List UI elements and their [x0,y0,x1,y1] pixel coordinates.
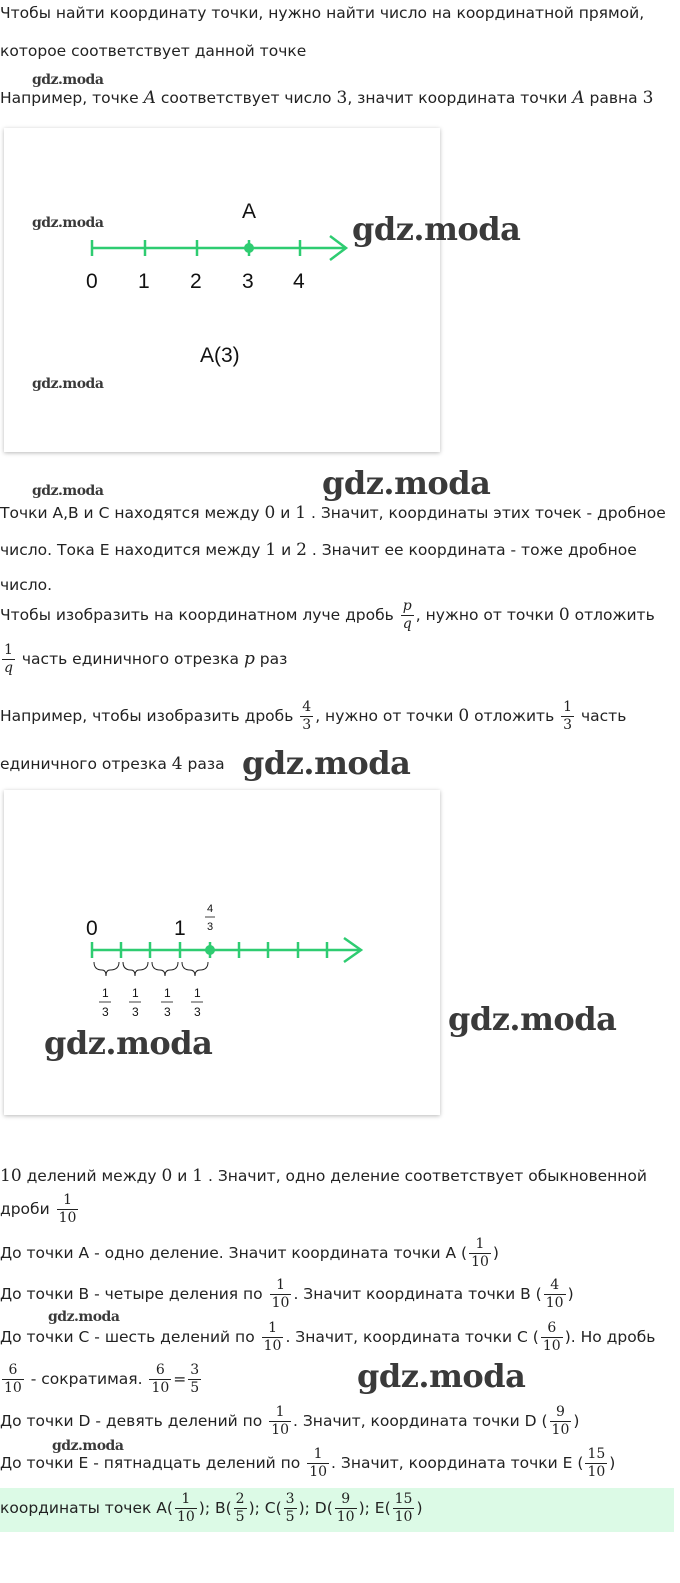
para2-line-1 [0,503,666,523]
text: ) [416,1499,423,1517]
fraction-1-3 [561,699,574,734]
brace [152,962,178,976]
text: До точки A - одно деление. Значит координата точки A ( [0,1244,468,1262]
text: Чтобы изобразить на координатном луче дробь [0,606,399,624]
brace-label-den: 3 [164,1005,171,1019]
point-c-reduce-line [0,1362,203,1397]
fraction [2,1362,24,1397]
point-c-line [0,1320,655,1355]
watermark: gdz.moda [44,1024,213,1062]
numerator: 15 [587,1446,606,1462]
text: и [276,541,297,559]
numerator: 1 [275,1404,285,1420]
para3-line-2 [0,1192,80,1227]
math: 0 [264,503,276,523]
fraction [149,1362,171,1397]
text: ) [567,1285,574,1303]
fraction [550,1404,572,1439]
point-a-line [0,1236,499,1271]
para2-line-2 [0,540,637,560]
brace-label-den: 3 [132,1005,139,1019]
para3-line-1 [0,1166,647,1186]
text: . Значит, одно деление соответствует обыкновенной [203,1167,647,1185]
fraction [544,1277,566,1312]
number-line-card-1 [4,128,440,452]
denominator: 10 [309,1464,328,1480]
denominator: 10 [176,1509,195,1525]
text: . Значит, координата точки D ( [293,1412,548,1430]
summary-line [0,1491,423,1526]
point-fraction-den: 3 [207,921,214,933]
number-line-card-2 [4,790,440,1115]
numerator: 15 [394,1491,413,1507]
math: 1 [265,540,277,560]
denominator: 10 [271,1422,290,1438]
math: 10 [0,1166,22,1186]
text: - сократимая. [25,1370,148,1388]
label-zero: 0 [86,917,98,940]
watermark: gdz.moda [242,744,411,782]
fraction-1-q [2,642,15,677]
text: , нужно от точки [415,606,559,624]
caption-a3: A(3) [200,344,240,367]
text: и [172,1167,193,1185]
watermark: gdz.moda [52,1438,124,1454]
intro-line-1: Чтобы найти координату точки, нужно найти число на координатной прямой, [0,4,645,22]
fraction [585,1446,607,1481]
text: дроби [0,1200,55,1218]
watermark: gdz.moda [448,1000,617,1038]
numerator: 3 [190,1362,200,1378]
math: 3 [642,88,654,108]
point-a [244,243,254,253]
numerator: 9 [341,1491,351,1507]
denominator: q [402,616,412,632]
numerator: 1 [181,1491,191,1507]
brace-label-num: 1 [102,986,109,1000]
numerator: 1 [268,1320,277,1336]
text: ) [573,1412,580,1430]
fraction [175,1491,197,1526]
brace-label-den: 3 [194,1005,201,1019]
numerator: 1 [4,642,13,658]
text: . Значит координата точки B ( [293,1285,542,1303]
brace-label-num: 1 [132,986,139,1000]
fraction [262,1320,284,1355]
fraction [335,1491,357,1526]
denominator: 10 [551,1422,570,1438]
denominator: 10 [336,1509,355,1525]
denominator: 10 [471,1254,489,1270]
text: . Значит, координата точки E ( [331,1454,584,1472]
text: Например, чтобы изобразить дробь [0,707,299,725]
text: ); D( [298,1499,333,1517]
text: = [173,1370,187,1388]
numerator: 4 [302,699,312,715]
tick-label-4: 4 [293,270,305,293]
watermark: gdz.moda [48,1309,120,1325]
text: . Значит, координаты этих точек - дробное [306,504,666,522]
brace [94,962,119,976]
point-fraction-num: 4 [207,903,214,915]
numerator: 1 [563,699,573,715]
math: 1 [295,503,307,523]
intro-example [0,88,653,108]
text: , нужно от точки [315,707,459,725]
fraction [393,1491,415,1526]
tick-label-0: 0 [86,270,98,293]
text: ) [492,1244,499,1262]
brace [182,962,208,976]
watermark: gdz.moda [32,215,104,231]
text: Например, точке [0,89,144,107]
text: отложить [569,606,655,624]
fraction [469,1236,491,1271]
brace-label-num: 1 [164,986,171,1000]
numerator: 4 [550,1277,560,1293]
text: координаты точек A( [0,1499,173,1517]
math: 0 [161,1166,173,1186]
text: . Значит ее координата - тоже дробное [306,541,637,559]
watermark: gdz.moda [32,483,104,499]
point-b-line [0,1277,574,1312]
para2-line-3: число. [0,576,53,594]
text: ). Но дробь [564,1328,656,1346]
numerator: 1 [276,1277,285,1293]
fraction [188,1362,201,1397]
denominator: 5 [190,1380,200,1396]
point-4-3 [205,945,215,955]
math: 2 [296,540,307,560]
text: делений между [21,1167,162,1185]
text: До точки E - пятнадцать делений по [0,1454,306,1472]
text: соответствует число [155,89,337,107]
watermark: gdz.moda [322,464,491,502]
text: До точки B - четыре деления по [0,1285,268,1303]
text: До точки C - шесть делений по [0,1328,260,1346]
text: равна [584,89,643,107]
numerator: 3 [285,1491,295,1507]
text: часть [576,707,627,725]
math: A [143,88,156,108]
math: 0 [558,605,570,625]
text: отложить [469,707,560,725]
denominator: 5 [285,1509,295,1525]
denominator: 10 [545,1295,564,1311]
text: Точки A,B и C находятся между [0,504,265,522]
math: 0 [458,706,470,726]
text: ); E( [358,1499,391,1517]
math: 1 [192,1166,204,1186]
intro-line-2: которое соответствует данной точке [0,42,307,60]
point-a-label: A [242,200,257,223]
text: ); C( [248,1499,282,1517]
para2-line-7 [0,754,225,774]
para2-line-5 [0,642,287,677]
tick-label-3: 3 [242,270,254,293]
math: A [572,88,585,108]
fraction-1-10 [57,1192,79,1227]
para2-line-4 [0,598,655,633]
numerator: p [402,598,412,614]
text: ); B( [198,1499,232,1517]
point-d-line [0,1404,579,1439]
watermark: gdz.moda [357,1357,526,1395]
text: и [275,504,296,522]
text: единичного отрезка [0,755,172,773]
text: , значит координата точки [347,89,573,107]
text: раза [182,755,225,773]
fraction-p-q [401,598,414,633]
denominator: 10 [58,1210,77,1226]
tick-label-2: 2 [190,270,202,293]
math: p [243,649,255,669]
denominator: 5 [235,1509,245,1525]
denominator: 10 [542,1338,561,1354]
tick-label-1: 1 [138,270,150,293]
denominator: 10 [4,1380,22,1396]
fraction [284,1491,297,1526]
brace-label-den: 3 [102,1005,109,1019]
numerator: 1 [475,1236,485,1252]
fraction [307,1446,329,1481]
number-line-1 [4,128,440,452]
numerator: 6 [8,1362,18,1378]
denominator: 3 [302,717,312,733]
fraction [270,1277,292,1312]
math: 3 [336,88,348,108]
denominator: q [4,660,13,676]
numerator: 6 [155,1362,165,1378]
text: До точки D - девять делений по [0,1412,268,1430]
label-one: 1 [174,917,186,940]
watermark: gdz.moda [32,376,104,392]
fraction [269,1404,291,1439]
fraction-4-3 [300,699,313,734]
denominator: 10 [263,1338,282,1354]
denominator: 10 [151,1380,170,1396]
para2-line-6 [0,699,626,734]
text: число. Тока E находится между [0,541,266,559]
text: часть единичного отрезка [16,650,244,668]
numerator: 1 [313,1446,323,1462]
denominator: 10 [271,1295,290,1311]
watermark: gdz.moda [32,72,104,88]
brace [123,962,148,976]
brace-label-num: 1 [194,986,201,1000]
text: раз [254,650,288,668]
denominator: 10 [587,1464,606,1480]
denominator: 3 [563,717,573,733]
denominator: 10 [394,1509,413,1525]
text: ) [609,1454,616,1472]
numerator: 9 [556,1404,565,1420]
fraction [541,1320,563,1355]
text: . Значит, координата точки C ( [285,1328,539,1346]
math: 4 [171,754,183,774]
fraction: $\frac{2}{5}$ [235,1491,245,1525]
number-line-2 [4,790,440,1115]
numerator: 1 [63,1192,72,1208]
watermark: gdz.moda [352,210,521,248]
numerator: 6 [547,1320,557,1336]
